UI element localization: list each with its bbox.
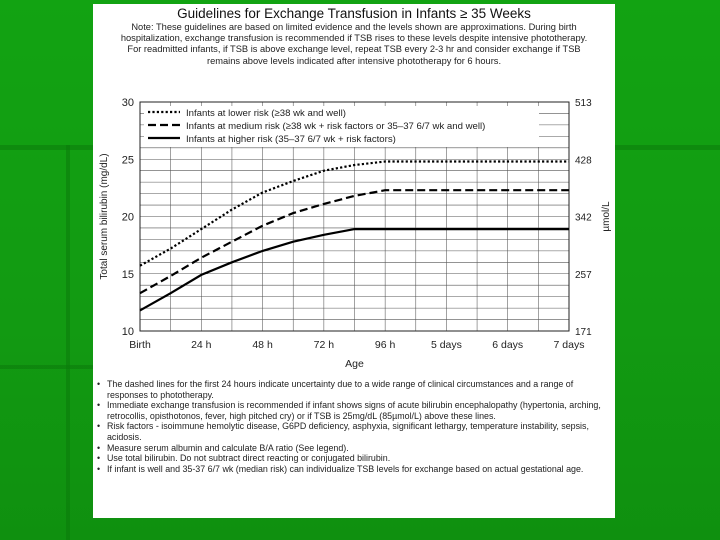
bullet-item: • Measure serum albumin and calculate B/A ratio (See legend).	[97, 443, 609, 454]
y-axis-label: Total serum bilirubin (mg/dL)	[99, 153, 110, 280]
bullet-item: • The dashed lines for the first 24 hours indicate uncertainty due to a wide range of clinical circumstances and a range of responses to phototherapy.	[97, 379, 609, 400]
x-tick-label: 5 days	[430, 339, 462, 351]
legend-label: Infants at lower risk (≥38 wk and well)	[186, 108, 346, 119]
guideline-note: Note: These guidelines are based on limited evidence and the levels shown are approximations. During birth hospitalization, exchange transfusion is recommended if TSB rises to these levels despite intensive phototherapy. For readmitted infants, if TSB is above exchange level, repeat TSB every 2-3 hr and consider exchange if TSB remains above levels indicated after intensive phototherapy for 6 hours.	[120, 22, 588, 66]
x-tick-label: 7 days	[553, 339, 585, 351]
y2-tick-label: 428	[575, 155, 592, 167]
y2-tick-label: 342	[575, 212, 592, 224]
x-tick-label: 72 h	[313, 339, 335, 351]
x-tick-label: Birth	[129, 339, 151, 351]
bullet-list	[97, 379, 609, 474]
background-stripe-low	[0, 365, 93, 369]
x-tick-label: 6 days	[492, 339, 524, 351]
y-tick-label: 15	[121, 268, 134, 281]
bullet-item: • Risk factors - isoimmune hemolytic disease, G6PD deficiency, asphyxia, significant lethargy, temperature instability, sepsis, acidosis.	[97, 421, 609, 442]
x-axis-label: Age	[345, 358, 364, 370]
y-tick-label: 10	[121, 326, 134, 338]
background-stripe-vertical	[66, 145, 70, 540]
y2-tick-label: 171	[575, 327, 592, 338]
bullet-item: • If infant is well and 35-37 6/7 wk (median risk) can individualize TSB levels for exchange based on actual gestational age.	[97, 464, 609, 475]
y-tick-label: 20	[121, 211, 134, 224]
page-title: Guidelines for Exchange Transfusion in Infants ≥ 35 Weeks	[177, 6, 531, 21]
y2-axis-label: µmol/L	[601, 201, 612, 232]
guideline-panel	[93, 4, 615, 518]
y2-tick-label: 513	[575, 98, 592, 109]
legend-label: Infants at medium risk (≥38 wk + risk factors or 35–37 6/7 wk and well)	[186, 121, 486, 132]
bullet-item: • Immediate exchange transfusion is recommended if infant shows signs of acute bilirubin encephalopathy (hypertonia, arching, retrocollis, opisthotonos, fever, high pitched cry) or if TSB is 25mg/dL (85µmol/L) above these lines.	[97, 400, 609, 421]
x-tick-label: 48 h	[252, 339, 273, 351]
exchange-transfusion-chart	[93, 92, 615, 377]
x-tick-label: 24 h	[191, 339, 212, 351]
y-tick-label: 25	[121, 154, 134, 167]
legend-label: Infants at higher risk (35–37 6/7 wk + risk factors)	[186, 134, 396, 145]
x-tick-label: 96 h	[374, 339, 396, 351]
bullet-item: • Use total bilirubin. Do not subtract direct reacting or conjugated bilirubin.	[97, 453, 609, 464]
y-tick-label: 30	[121, 97, 134, 109]
y2-tick-label: 257	[575, 269, 592, 281]
